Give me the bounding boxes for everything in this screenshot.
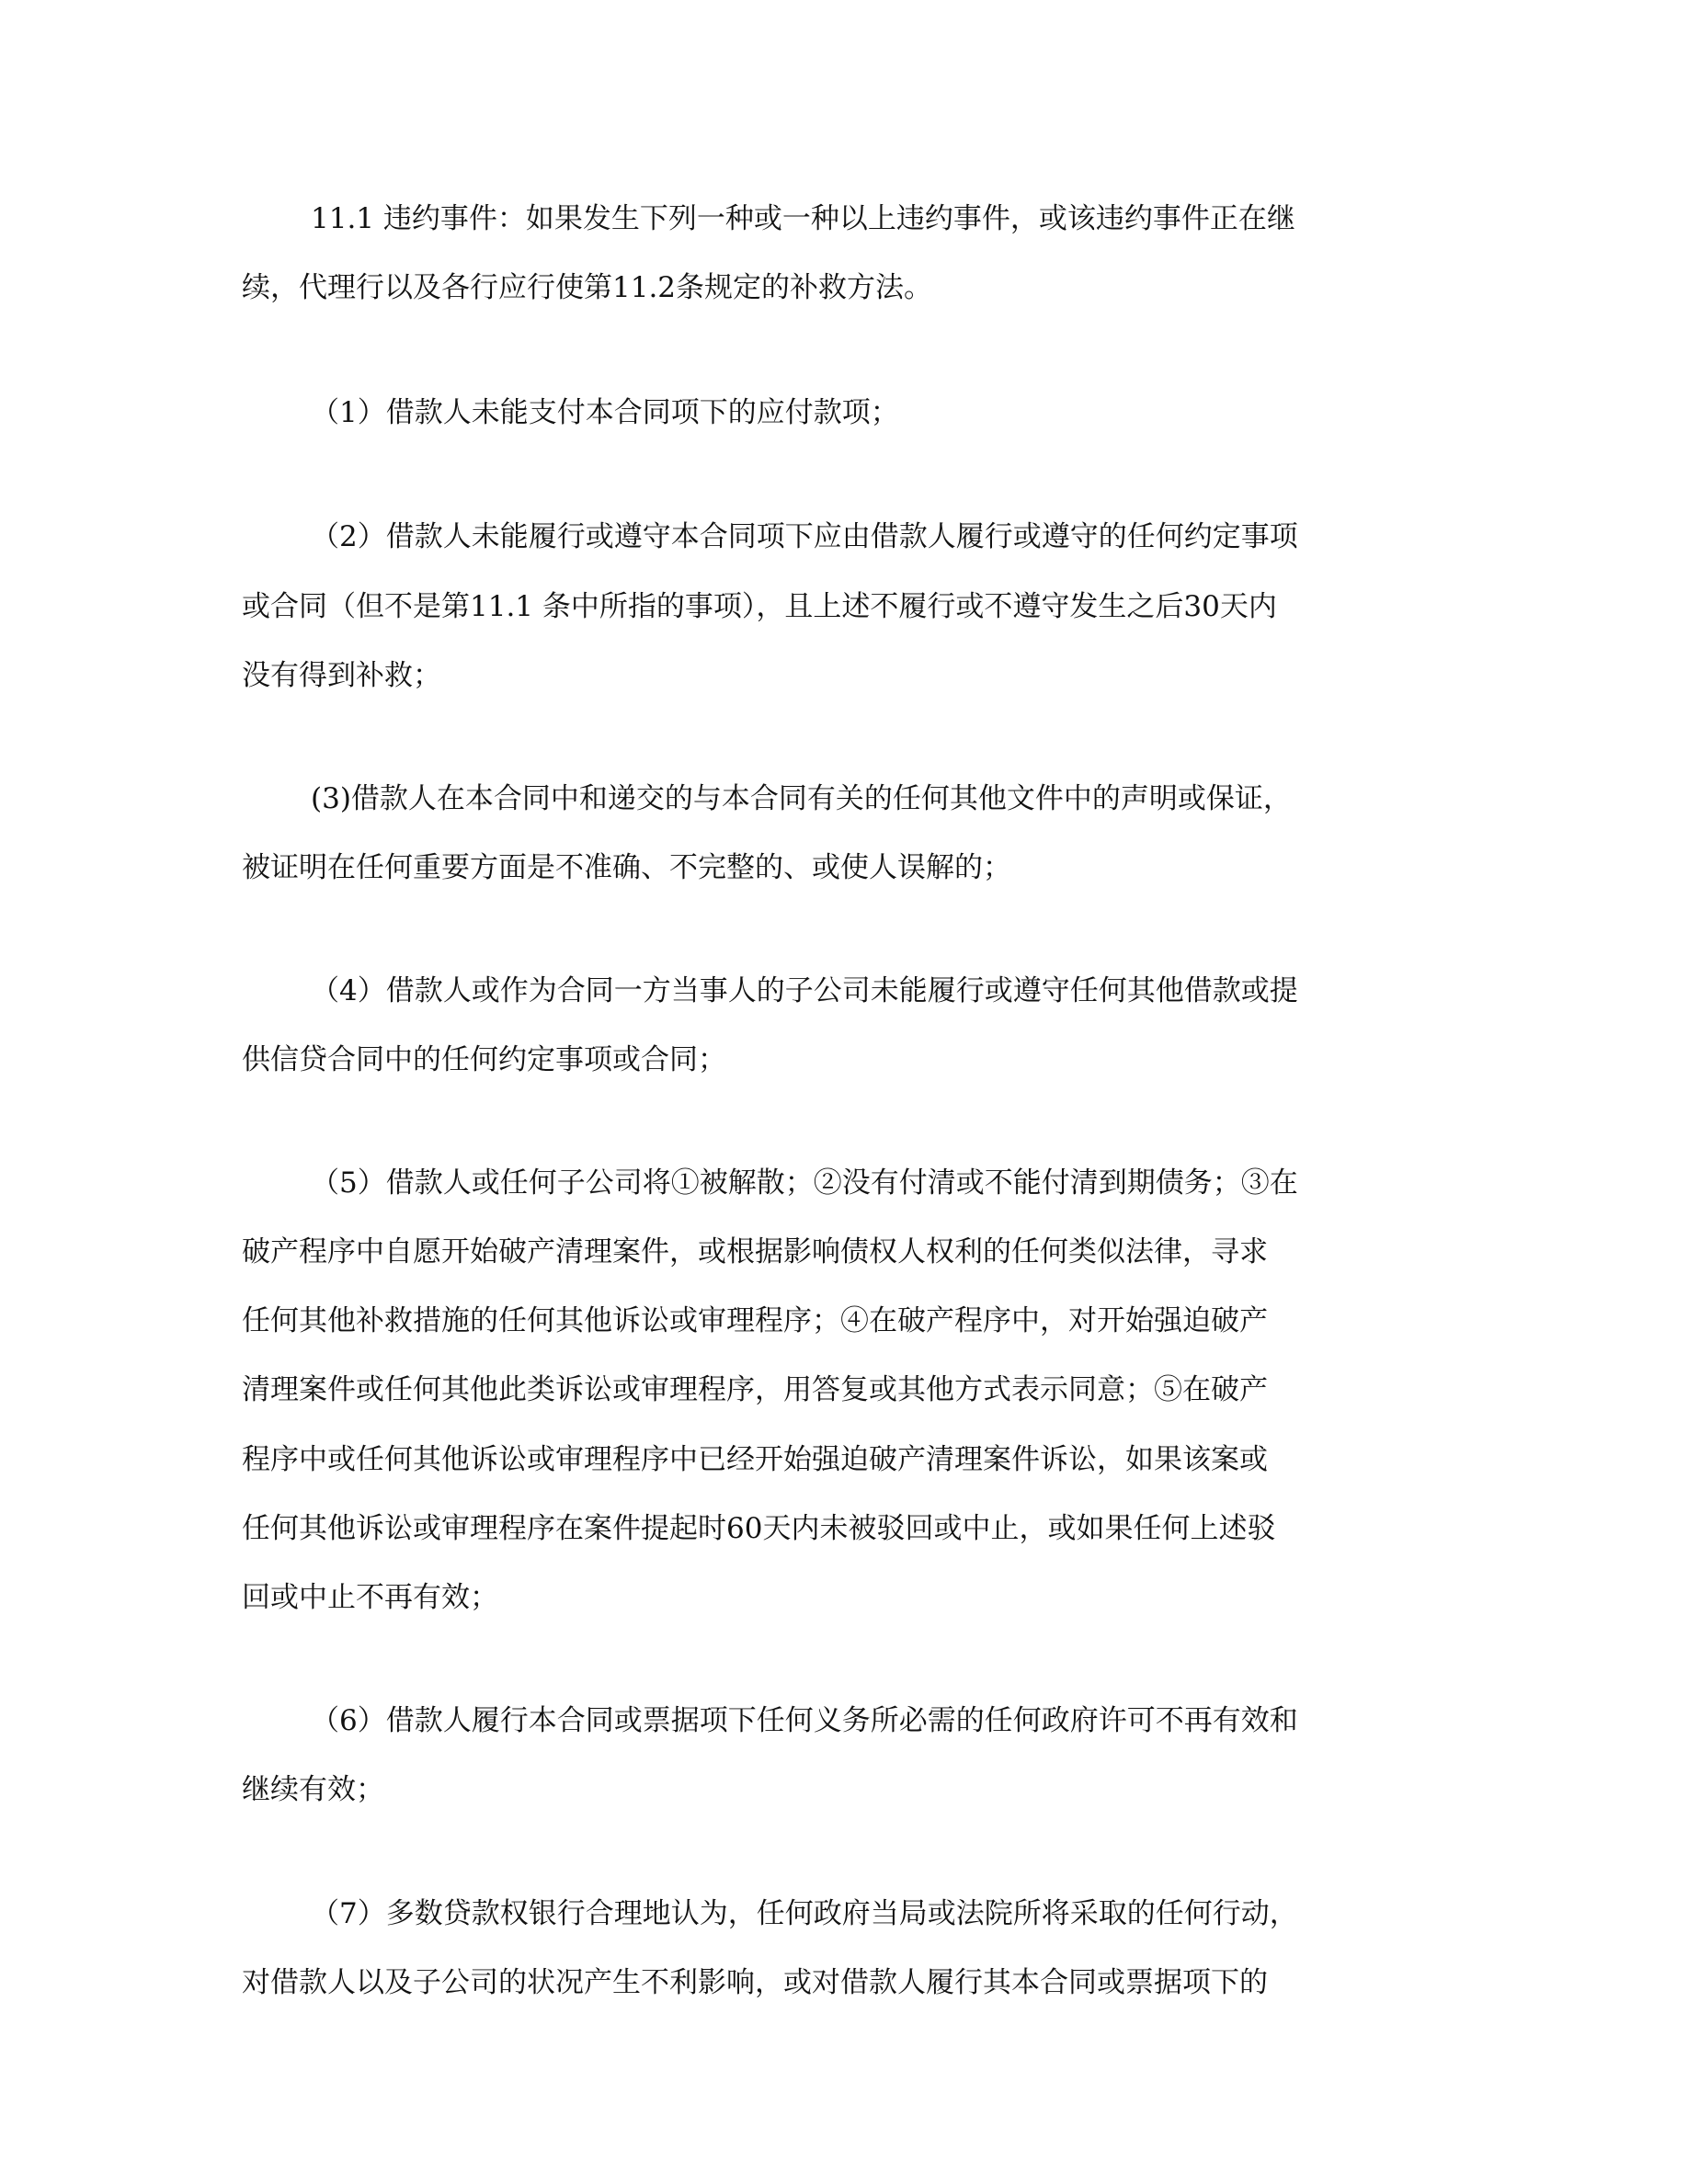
text-line: （5）借款人或任何子公司将①被解散；②没有付清或不能付清到期债务；③在 [311, 1166, 1298, 1200]
text-line: 回或中止不再有效； [242, 1581, 498, 1614]
text-line: 或合同（但不是第11.1 条中所指的事项），且上述不履行或不遵守发生之后30天内 [242, 590, 1277, 623]
text-line: 任何其他补救措施的任何其他诉讼或审理程序；④在破产程序中，对开始强迫破产 [242, 1304, 1268, 1337]
text-line: (3)借款人在本合同中和递交的与本合同有关的任何其他文件中的声明或保证， [311, 782, 1292, 815]
text-line: （7）多数贷款权银行合理地认为，任何政府当局或法院所将采取的任何行动， [311, 1897, 1298, 1930]
text-line: 11.1 违约事件：如果发生下列一种或一种以上违约事件，或该违约事件正在继 [311, 202, 1295, 235]
text-line: 清理案件或任何其他此类诉讼或审理程序，用答复或其他方式表示同意；⑤在破产 [242, 1373, 1268, 1406]
text-line: （1）借款人未能支付本合同项下的应付款项； [311, 396, 899, 429]
text-line: 继续有效； [242, 1773, 384, 1806]
text-line: 没有得到补救； [242, 659, 441, 692]
text-line: 供信贷合同中的任何约定事项或合同； [242, 1043, 726, 1076]
text-line: （6）借款人履行本合同或票据项下任何义务所必需的任何政府许可不再有效和 [311, 1704, 1298, 1737]
text-line: （4）借款人或作为合同一方当事人的子公司未能履行或遵守任何其他借款或提 [311, 974, 1298, 1007]
text-line: 对借款人以及子公司的状况产生不利影响，或对借款人履行其本合同或票据项下的 [242, 1966, 1268, 1999]
text-line: 被证明在任何重要方面是不准确、不完整的、或使人误解的； [242, 851, 1011, 884]
text-line: （2）借款人未能履行或遵守本合同项下应由借款人履行或遵守的任何约定事项 [311, 520, 1298, 553]
text-line: 破产程序中自愿开始破产清理案件，或根据影响债权人权利的任何类似法律，寻求 [242, 1235, 1268, 1268]
text-line: 程序中或任何其他诉讼或审理程序中已经开始强迫破产清理案件诉讼，如果该案或 [242, 1443, 1268, 1476]
text-line: 续，代理行以及各行应行使第11.2条规定的补救方法。 [242, 271, 933, 304]
text-line: 任何其他诉讼或审理程序在案件提起时60天内未被驳回或中止，或如果任何上述驳 [242, 1512, 1276, 1545]
